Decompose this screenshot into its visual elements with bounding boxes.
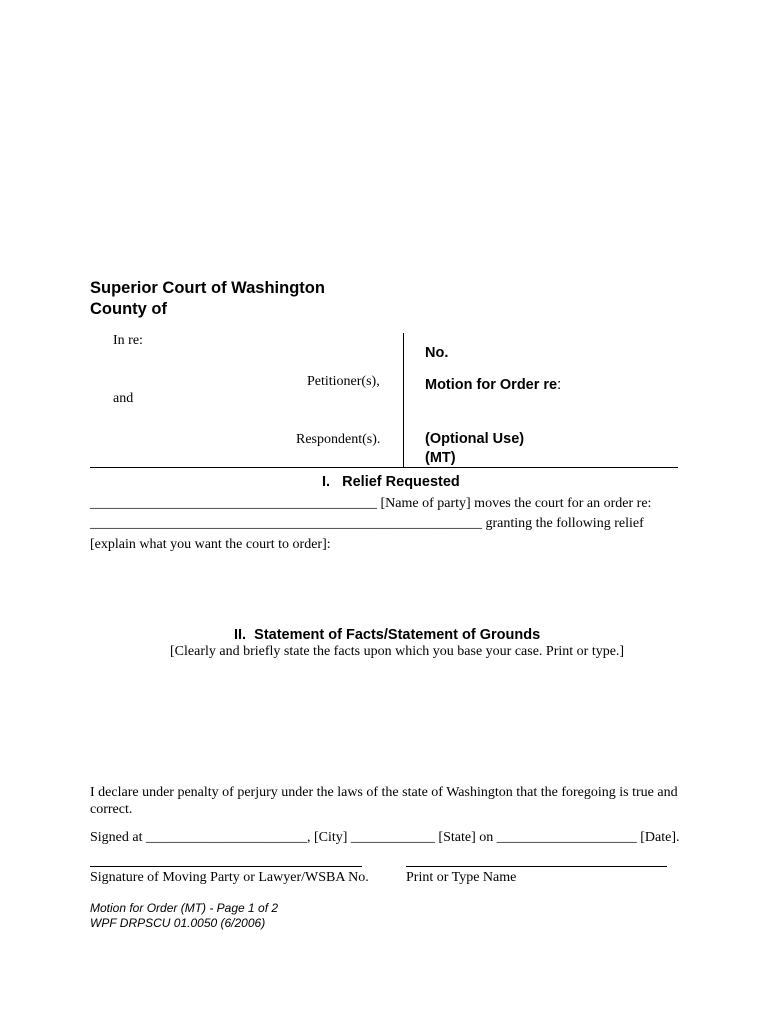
declaration-line-2: correct. [90, 802, 133, 817]
caption-divider-vertical [403, 333, 404, 467]
section-2-heading: II. Statement of Facts/Statement of Grounds [234, 627, 541, 643]
relief-line-1: _________________________________________ [Name of party] moves the court for an order re: [90, 496, 652, 511]
signature-label-left: Signature of Moving Party or Lawyer/WSBA No. [90, 870, 369, 885]
court-name: Superior Court of Washington [90, 279, 325, 297]
in-re-label: In re: [113, 333, 143, 348]
relief-line-2: ________________________________________________________ granting the following relief [90, 516, 644, 531]
motion-title-text: Motion for Order re [425, 377, 558, 393]
declaration-line-1: I declare under penalty of perjury under the laws of the state of Washington that the foregoing is true and [90, 785, 678, 800]
signature-line-right [406, 866, 667, 867]
signed-at-line: Signed at _______________________, [City] ____________ [State] on ____________________ [Date]. [90, 830, 680, 845]
county-label: County of [90, 300, 167, 318]
motion-title-colon: : [557, 377, 562, 393]
facts-instruction: [Clearly and briefly state the facts upon which you base your case. Print or type.] [170, 644, 625, 659]
form-code-label: (MT) [425, 450, 456, 466]
caption-divider-horizontal [90, 467, 678, 468]
signature-line-left [90, 866, 362, 867]
respondent-label: Respondent(s). [296, 432, 381, 447]
petitioner-label: Petitioner(s), [307, 374, 380, 389]
motion-title [425, 376, 561, 394]
and-label: and [113, 391, 134, 406]
section-1-heading: I. Relief Requested [322, 474, 460, 490]
footer-page-info: Motion for Order (MT) - Page 1 of 2 [90, 901, 279, 915]
case-number-label: No. [425, 345, 449, 361]
signature-label-right: Print or Type Name [406, 870, 517, 885]
relief-line-3: [explain what you want the court to order]: [90, 537, 331, 552]
footer-form-id: WPF DRPSCU 01.0050 (6/2006) [90, 916, 266, 930]
optional-use-label: (Optional Use) [425, 431, 525, 447]
